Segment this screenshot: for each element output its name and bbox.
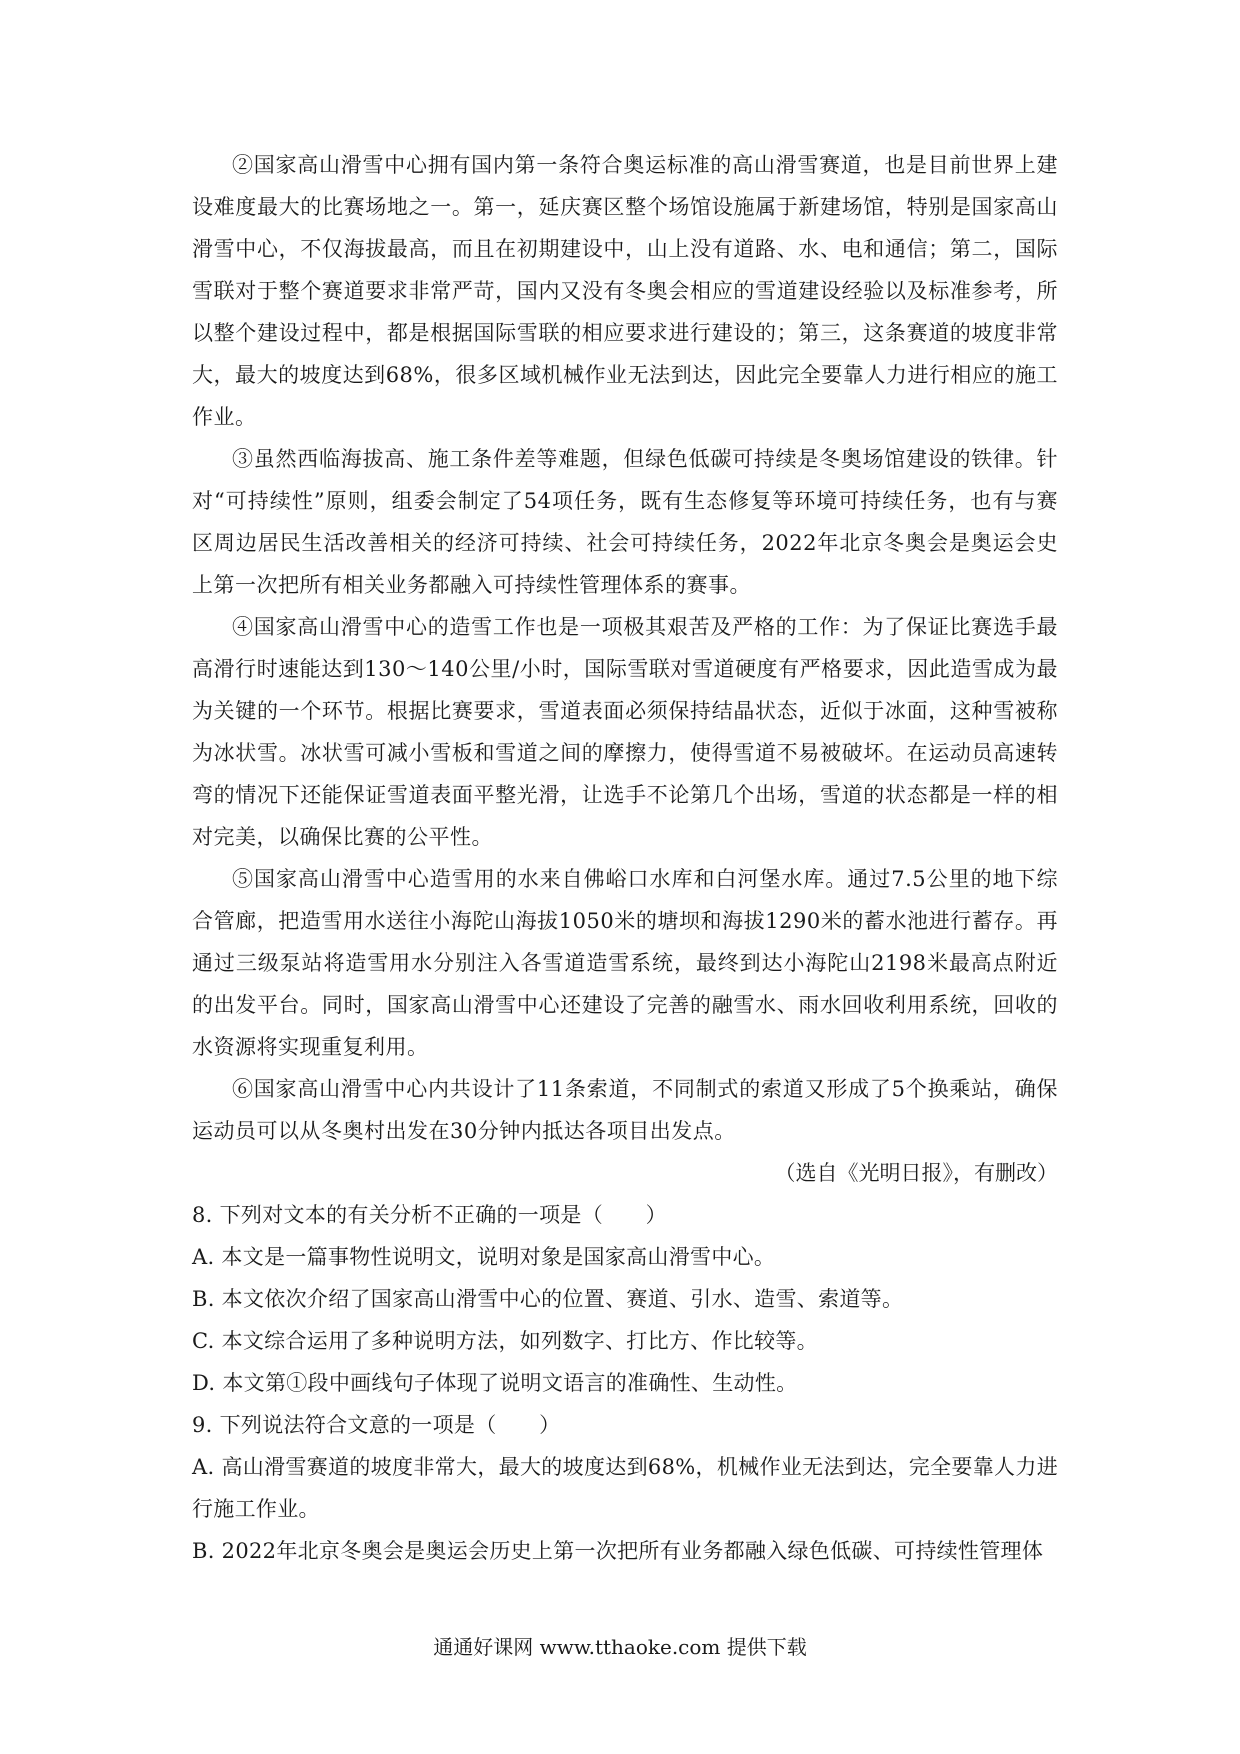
question-9 [192,1404,1058,1572]
question-option-a: A. 本文是一篇事物性说明文，说明对象是国家高山滑雪中心。 [192,1245,776,1269]
article-paragraph-3: ③虽然西临海拔高、施工条件差等难题，但绿色低碳可持续是冬奥场馆建设的铁律。针对“可持续性”原则，组委会制定了54项任务，既有生态修复等环境可持续任务，也有与赛区周边居民生活改善相关的经济可持续、社会可持续任务，2022年北京冬奥会是奥运会史上第一次把所有相关业务都融入可持续性管理体系的赛事。 [192,447,1058,597]
question-8 [192,1194,1058,1404]
question-option-a: A. 高山滑雪赛道的坡度非常大，最大的坡度达到68%，机械作业无法到达，完全要靠人力进行施工作业。 [192,1455,1058,1521]
question-stem: 8. 下列对文本的有关分析不正确的一项是（ ） [192,1203,667,1227]
article-paragraph-5: ⑤国家高山滑雪中心造雪用的水来自佛峪口水库和白河堡水库。通过7.5公里的地下综合管廊，把造雪用水送往小海陀山海拔1050米的塘坝和海拔1290米的蓄水池进行蓄存。再通过三级泵站将造雪用水分别注入各雪道造雪系统，最终到达小海陀山2198米最高点附近的出发平台。同时，国家高山滑雪中心还建设了完善的融雪水、雨水回收利用系统，回收的水资源将实现重复利用。 [192,867,1058,1059]
question-option-b: B. 2022年北京冬奥会是奥运会历史上第一次把所有业务都融入绿色低碳、可持续性管理体 [192,1539,1044,1563]
page-content [192,144,1058,1572]
article-paragraph-2: ②国家高山滑雪中心拥有国内第一条符合奥运标准的高山滑雪赛道，也是目前世界上建设难度最大的比赛场地之一。第一，延庆赛区整个场馆设施属于新建场馆，特别是国家高山滑雪中心，不仅海拔最高，而且在初期建设中，山上没有道路、水、电和通信；第二，国际雪联对于整个赛道要求非常严苛，国内又没有冬奥会相应的雪道建设经验以及标准参考，所以整个建设过程中，都是根据国际雪联的相应要求进行建设的；第三，这条赛道的坡度非常大，最大的坡度达到68%，很多区域机械作业无法到达，因此完全要靠人力进行相应的施工作业。 [192,153,1058,429]
question-option-d: D. 本文第①段中画线句子体现了说明文语言的准确性、生动性。 [192,1371,798,1395]
article-paragraph-4: ④国家高山滑雪中心的造雪工作也是一项极其艰苦及严格的工作：为了保证比赛选手最高滑行时速能达到130～140公里/小时，国际雪联对雪道硬度有严格要求，因此造雪成为最为关键的一个环节。根据比赛要求，雪道表面必须保持结晶状态，近似于冰面，这种雪被称为冰状雪。冰状雪可减小雪板和雪道之间的摩擦力，使得雪道不易被破坏。在运动员高速转弯的情况下还能保证雪道表面平整光滑，让选手不论第几个出场，雪道的状态都是一样的相对完美，以确保比赛的公平性。 [192,615,1058,849]
question-option-b: B. 本文依次介绍了国家高山滑雪中心的位置、赛道、引水、造雪、索道等。 [192,1287,904,1311]
question-option-c: C. 本文综合运用了多种说明方法，如列数字、打比方、作比较等。 [192,1329,818,1353]
article-source: （选自《光明日报》，有删改） [774,1161,1058,1185]
page-footer: 通通好课网 www.tthaoke.com 提供下载 [433,1635,807,1659]
article [192,144,1058,1194]
article-paragraph-6: ⑥国家高山滑雪中心内共设计了11条索道，不同制式的索道又形成了5个换乘站，确保运动员可以从冬奥村出发在30分钟内抵达各项目出发点。 [192,1077,1058,1143]
question-stem: 9. 下列说法符合文意的一项是（ ） [192,1413,561,1437]
